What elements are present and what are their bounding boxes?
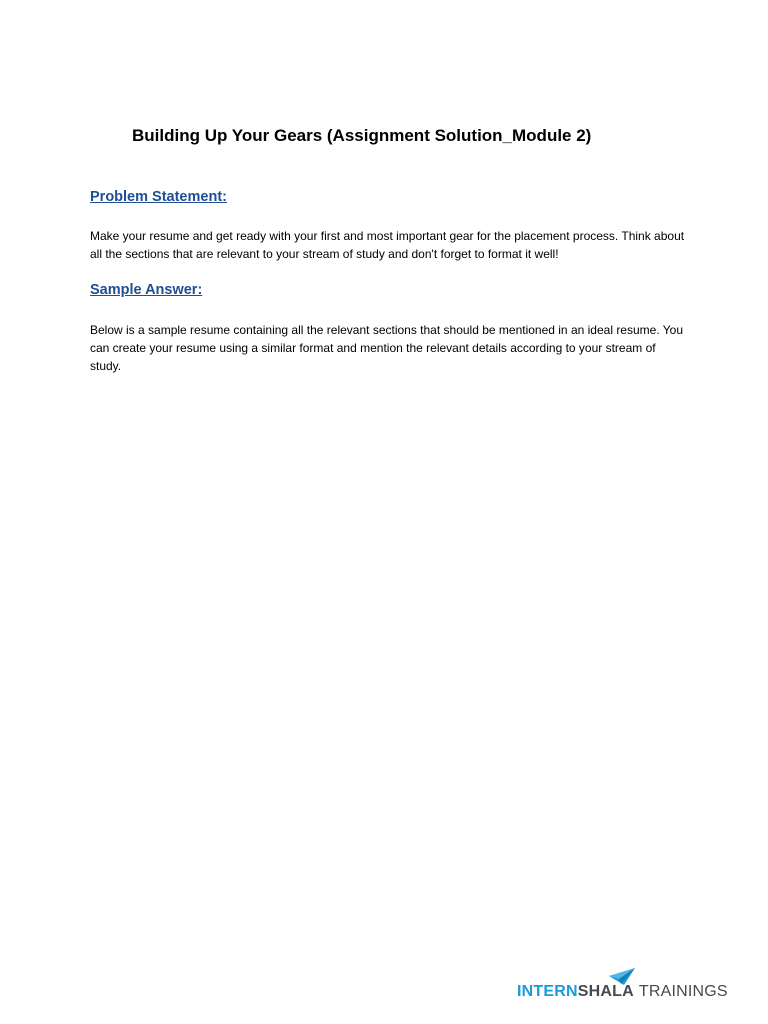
- page-title: Building Up Your Gears (Assignment Solution_Module 2): [132, 126, 592, 145]
- problem-statement-heading: Problem Statement:: [90, 189, 227, 205]
- sample-answer-text: Below is a sample resume containing all the relevant sections that should be mentioned in an ideal resume. You can create your resume using a similar format and mention the relevant details according to your stream of study.: [90, 323, 684, 373]
- internshala-trainings-logo: [517, 968, 732, 1004]
- logo-text-shala: SHALA: [577, 983, 634, 1000]
- logo-text-intern: INTERN: [517, 983, 578, 1000]
- logo-wordmark: [517, 983, 728, 1001]
- logo-text-trainings: TRAININGS: [638, 983, 728, 1000]
- sample-answer-heading: Sample Answer:: [90, 282, 203, 298]
- problem-statement-text: Make your resume and get ready with your first and most important gear for the placement process. Think about all the sections that are relevant to your stream of study and don't forget to format it well!: [90, 229, 685, 261]
